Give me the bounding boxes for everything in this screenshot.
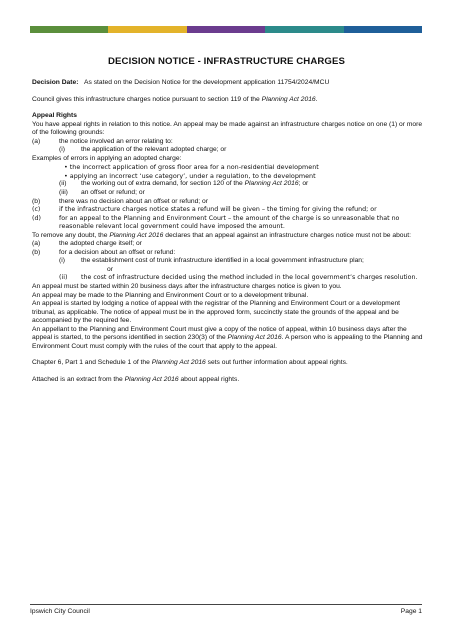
stripe-segment-green (30, 26, 108, 33)
doubt-pre: To remove any doubt, the (32, 231, 110, 239)
ground-a-text: the notice involved an error relating to: (59, 137, 173, 145)
intro-act: Planning Act 2016 (261, 95, 316, 103)
appellant-paragraph (32, 326, 424, 352)
ground-a-i-label: (i) (59, 146, 65, 154)
ground-a-ii-act: Planning Act 2016 (244, 180, 299, 188)
stripe-segment-teal (265, 26, 343, 33)
appellant-post: . A person who is appealing to the Planning and Environment Court must comply with the rules of the court that apply to the appeal. (32, 334, 423, 350)
exclusion-b-ii-label: (ii) (59, 274, 68, 282)
ground-a (32, 138, 424, 147)
appeal-timing-paragraph: An appeal must be started within 20 business days after the infrastructure charges notice is given to you. (32, 283, 342, 291)
example-bullet-2: • applying an incorrect ‘use category’, under a regulation, to the development (64, 171, 316, 180)
ground-a-label: (a) (32, 137, 41, 145)
page-title: DECISION NOTICE - INFRASTRUCTURE CHARGES (108, 56, 345, 67)
decision-date-label: Decision Date: (32, 79, 79, 86)
ground-a-ii-pre: the working out of extra demand, for section 120 of the (81, 180, 245, 188)
intro-paragraph (32, 96, 424, 105)
ground-a-i (32, 146, 424, 155)
stripe-segment-yellow (108, 26, 186, 33)
exclusion-b-i-text: the establishment cost of trunk infrastructure identified in a local government infrastructure plan; (81, 257, 364, 265)
appellant-pre: An appellant to the Planning and Environment Court must give a copy of the notice of appeal, within 10 business days after the appeal is started, to the persons identified in section 230(3) of the (32, 325, 407, 342)
exclusion-b (32, 249, 424, 258)
chapter-post: sets out further information about appeal rights. (205, 359, 348, 367)
footer-council-name: Ipswich City Council (30, 608, 90, 615)
exclusion-a-label: (a) (32, 240, 41, 248)
footer-page-number: Page 1 (400, 608, 422, 615)
ground-a-iii-text: an offset or refund; or (81, 189, 145, 197)
color-stripe (30, 26, 422, 33)
ground-a-iii-label: (iii) (59, 189, 68, 197)
ground-a-ii-text (81, 180, 308, 189)
exclusion-a-text: the adopted charge itself; or (59, 240, 142, 248)
stripe-segment-blue (344, 26, 422, 33)
or-connector: or (107, 265, 113, 273)
exclusion-b-label: (b) (32, 248, 41, 256)
attached-act: Planning Act 2016 (124, 375, 179, 383)
examples-heading: Examples of errors in applying an adopted charge: (32, 154, 182, 162)
ground-b-label: (b) (32, 197, 41, 205)
page-footer (30, 604, 422, 615)
ground-b-text: there was no decision about an offset or refund; or (59, 197, 208, 205)
ground-c-label: (c) (32, 206, 41, 214)
ground-a-i-text: the application of the relevant adopted charge; or (81, 146, 227, 154)
decision-date (32, 79, 424, 88)
ground-c-text: if the infrastructure charges notice states a refund will be given – the timing for giving the refund; or (59, 206, 377, 214)
chapter-act: Planning Act 2016 (151, 359, 206, 367)
example-bullet-1: • the incorrect application of gross floor area for a non-residential development (64, 163, 319, 172)
ground-d (32, 215, 424, 232)
intro-end: . (315, 95, 318, 103)
appeal-rights-heading: Appeal Rights (32, 112, 77, 120)
ground-c (32, 206, 424, 215)
exclusion-b-i-label: (i) (59, 257, 65, 265)
appellant-act: Planning Act 2016 (227, 334, 282, 342)
exclusion-b-ii (32, 274, 424, 283)
document-body (32, 79, 424, 385)
doubt-paragraph (32, 232, 424, 241)
attached-pre: Attached is an extract from the (32, 375, 125, 383)
appeal-rights-paragraph: You have appeal rights in relation to this notice. An appeal may be made against an infrastructure charges notice on one (1) or more of the following grounds: (32, 120, 423, 137)
appeal-lodging-paragraph: An appeal is started by lodging a notice of appeal with the registrar of the Planning and Environment Court or a development tribunal, as applicable. The notice of appeal must be in the approved form, succinctly state the grounds of the appeal and be accompanied by the required fee. (32, 300, 401, 325)
exclusion-b-ii-text: the cost of infrastructure decided using the method included in the local government’s charges resolution. (81, 274, 418, 282)
ground-d-text: for an appeal to the Planning and Environment Court – the amount of the charge is so unreasonable that no reasonable relevant local government could have imposed the amount. (59, 214, 400, 231)
attached-post: about appeal rights. (178, 375, 240, 383)
ground-a-ii-post: ; or (298, 180, 309, 188)
exclusion-a (32, 240, 424, 249)
doubt-post: declares that an appeal against an infrastructure charges notice must not be about: (163, 231, 411, 239)
ground-a-ii-label: (ii) (59, 180, 67, 188)
ground-a-ii (32, 180, 424, 189)
chapter-paragraph (32, 359, 424, 368)
ground-b (32, 198, 424, 207)
exclusion-b-i (32, 257, 424, 266)
exclusion-b-text: for a decision about an offset or refund: (59, 248, 176, 256)
ground-d-label: (d) (32, 214, 41, 222)
chapter-pre: Chapter 6, Part 1 and Schedule 1 of the (32, 359, 152, 367)
attached-paragraph (32, 376, 424, 385)
ground-a-iii (32, 189, 424, 198)
decision-date-text: As stated on the Decision Notice for the development application 11754/2024/MCU (84, 79, 330, 86)
doubt-act: Planning Act 2016 (109, 231, 164, 239)
intro-text: Council gives this infrastructure charges notice pursuant to section 119 of the (32, 95, 262, 103)
stripe-segment-purple (187, 26, 265, 33)
appeal-venue-paragraph: An appeal may be made to the Planning and Environment Court or to a development tribunal. (32, 291, 309, 299)
